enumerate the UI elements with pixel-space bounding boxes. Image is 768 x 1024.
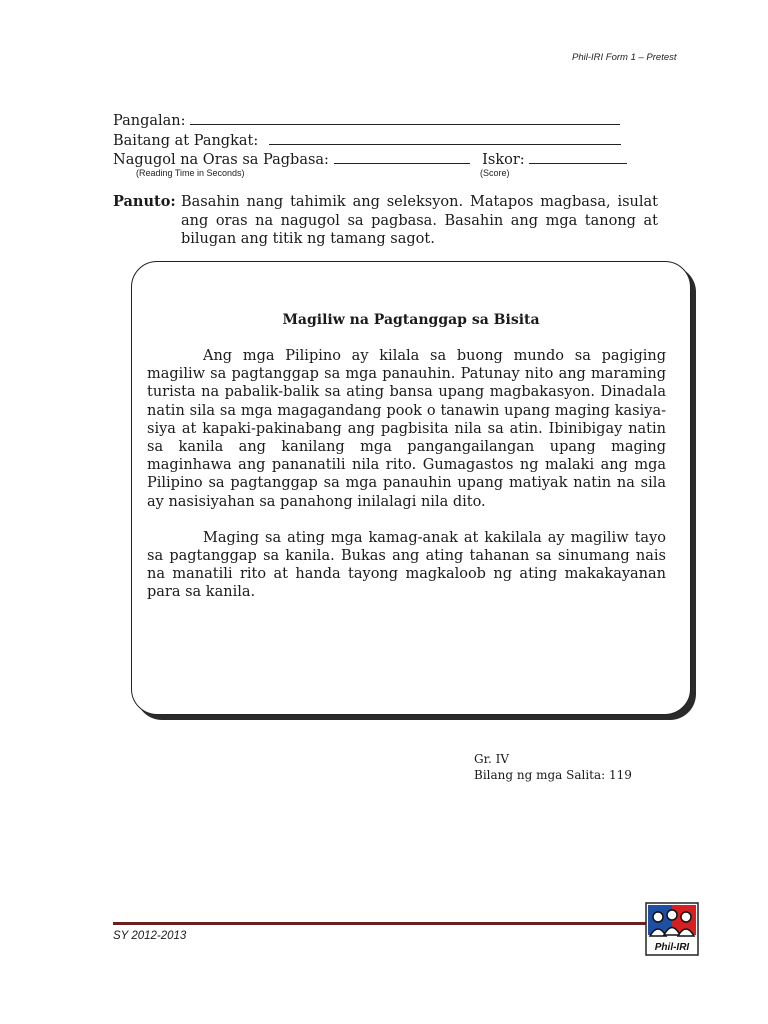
- score-label: Iskor:: [482, 152, 525, 168]
- logo-text: Phil-IRI: [654, 942, 690, 953]
- instructions-text: Basahin nang tahimik ang seleksyon. Matapos magbasa, isulat ang oras na nagugol sa pagbasa. Basahin ang mga tanong at bilugan ang titik ng tamang sagot.: [181, 194, 658, 247]
- instructions-label: Panuto:: [113, 193, 176, 210]
- grade-label: Baitang at Pangkat:: [113, 133, 259, 149]
- name-field-row: [113, 111, 620, 130]
- word-count: Bilang ng mga Salita: 119: [474, 768, 632, 782]
- phil-iri-logo: [645, 902, 699, 956]
- form-label: Phil-IRI Form 1 – Pretest: [572, 52, 677, 63]
- story-paragraph: Maging sa ating mga kamag-anak at kakilala ay magiliw tayo sa pagtanggap sa kanila. Bukas ang ating tahanan sa sinumang nais na manatili rito at handa tayong magkaloob ng ating makakayanan para sa kanila.: [147, 529, 666, 601]
- instructions: [113, 193, 658, 249]
- footer-rule: [113, 922, 653, 925]
- name-label: Pangalan:: [113, 113, 186, 129]
- grade-level: Gr. IV: [474, 752, 510, 766]
- story-title: Magiliw na Pagtanggap sa Bisita: [282, 312, 540, 328]
- story-paragraph: Ang mga Pilipino ay kilala sa buong mundo sa pagiging magiliw sa pagtanggap sa mga panauhin. Patunay nito ang maraming turista na pabalik-balik sa ating bansa upang magbakasyon. Dinadala natin sila sa mga magagandang pook o tanawin upang maging kasiya-siya at kapaki-pakinabang ang pagbisita nila sa atin. Ibinibigay natin sa kanila ang kanilang mga pangangailangan upang maging maginhawa ang pananatili nila rito. Gumagastos ng malaki ang mga Pilipino sa pagtanggap sa mga panauhin upang matiyak natin na sila ay nasisiyahan sa panahong inilalagi nila dito.: [147, 348, 666, 510]
- grade-line: [269, 131, 621, 145]
- school-year: SY 2012-2013: [113, 930, 187, 942]
- time-label: Nagugol na Oras sa Pagbasa:: [113, 152, 329, 168]
- story-body: [147, 347, 666, 620]
- time-field-row: [113, 150, 627, 169]
- name-line: [190, 111, 620, 125]
- grade-field-row: [113, 131, 621, 150]
- score-line: [529, 150, 627, 164]
- score-sublabel: (Score): [480, 168, 510, 178]
- phil-iri-logo-icon: [645, 902, 699, 956]
- time-sublabel: (Reading Time in Seconds): [136, 168, 245, 178]
- time-line: [334, 150, 470, 164]
